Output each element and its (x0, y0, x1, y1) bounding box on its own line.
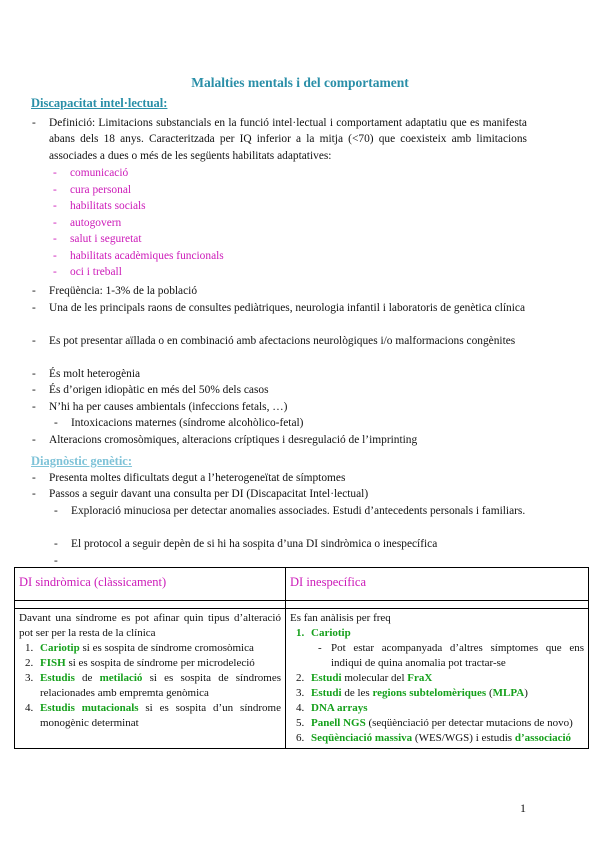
list-item: 5. Panell NGS (seqüènciació per detectar mutacions de novo) (296, 717, 573, 729)
heterogeneous-item: - És molt heterogènia (32, 368, 141, 380)
col2-intro: Es fan anàlisis per freq (290, 612, 391, 624)
col2-header: DI inespecífica (286, 568, 589, 601)
skill-item: - habilitats socials (53, 200, 146, 212)
exploration-item: - Exploració minuciosa per detectar anomalies associades. Estudi d’antecedents personals i familiars. (54, 505, 526, 517)
col1-header: DI sindròmica (clàssicament) (15, 568, 286, 601)
col1-cell (15, 609, 286, 749)
skill-item: - oci i treball (53, 266, 122, 278)
skill-item: - cura personal (53, 184, 132, 196)
col2-sub-item: - Pot estar acompanyada d’altres símptomes que ens indiqui de quina anomalia pot tractar-se (318, 642, 584, 669)
section-heading-intellectual-disability: Discapacitat intel·lectual: (31, 96, 168, 110)
list-item: 3. Estudis de metilació si es sospita de síndromes relacionades amb empremta genòmica (25, 672, 281, 699)
definition-item: - Definició: Limitacions substancials en la funció intel·lectual i comportament adaptatiu que es manifesta abans dels 18 anys. Caracteritzada per IQ inferior a la mitja (<70) que coexisteix amb limitacions associades a dues o més de les següents habilitats adaptatives: (32, 117, 527, 162)
list-item: 2. Estudi molecular del FraX (296, 672, 433, 684)
idiopathic-item: - És d’origen idiopàtic en més del 50% dels casos (32, 384, 269, 396)
section-heading-genetic-diagnosis: Diagnòstic genètic: (31, 454, 133, 468)
intoxication-item: - Intoxicacions maternes (síndrome alcohòlico-fetal) (54, 417, 304, 429)
list-item: 3. Estudi de les regions subtelomèriques (MLPA) (296, 687, 528, 699)
list-item: 4. DNA arrays (296, 702, 368, 714)
list-item: 1. Cariotip si es sospita de síndrome cromosòmica (25, 642, 254, 654)
comparison-table (14, 567, 589, 749)
protocol-item: - El protocol a seguir depèn de si hi ha sospita d’una DI sindròmica o inespecífica (54, 538, 438, 550)
frequency-item: - Freqüència: 1-3% de la població (32, 285, 198, 297)
difficulties-item: - Presenta moltes dificultats degut a l’heterogeneïtat de símptomes (32, 472, 346, 484)
page-title: Malalties mentals i del comportament (191, 75, 409, 90)
steps-item: - Passos a seguir davant una consulta per DI (Discapacitat Intel·lectual) (32, 488, 369, 500)
alterations-item: - Alteracions cromosòmiques, alteracions críptiques i desregulació de l’imprinting (32, 434, 418, 446)
col2-cell (286, 609, 589, 749)
presentation-item: - Es pot presentar aïllada o en combinació amb afectacions neurològiques i/o malformacions congènites (32, 335, 516, 347)
col1-intro: Davant una síndrome es pot afinar quin tipus d’alteració pot ser per la resta de la clínica (19, 612, 281, 639)
consult-item: - Una de les principals raons de consultes pediàtriques, neurologia infantil i laboratoris de genètica clínica (32, 302, 526, 314)
list-item: 6. Seqüènciació massiva (WES/WGS) i estudis d’associació (296, 732, 572, 744)
environmental-item: - N’hi ha per causes ambientals (infeccions fetals, …) (32, 401, 288, 413)
skill-item: - comunicació (53, 167, 129, 179)
skill-item: - salut i seguretat (53, 233, 142, 245)
page-number: 1 (520, 801, 526, 815)
skill-item: - autogovern (53, 217, 122, 229)
list-item: 4. Estudis mutacionals si es sospita d’un síndrome monogènic determinat (25, 702, 281, 729)
skill-item: - habilitats acadèmiques funcionals (53, 250, 224, 262)
list-item: 1. Cariotip (296, 627, 351, 639)
list-item: 2. FISH si es sospita de síndrome per microdeleció (25, 657, 255, 669)
